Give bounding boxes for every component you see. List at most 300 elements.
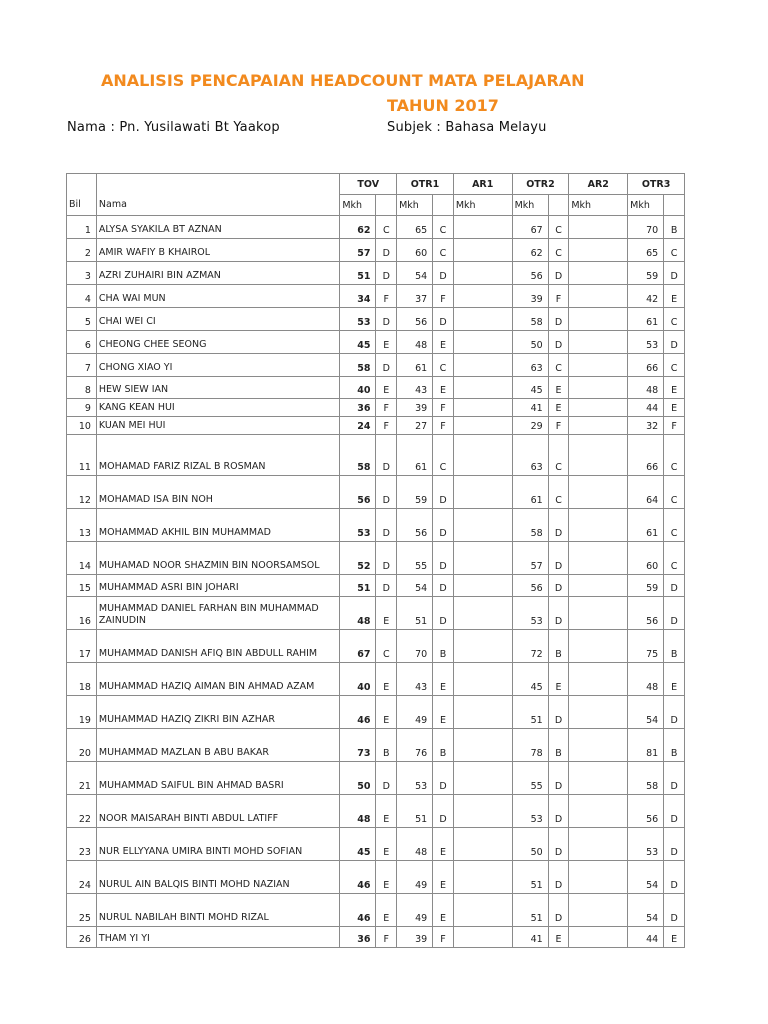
row-name: NURUL NABILAH BINTI MOHD RIZAL	[96, 894, 339, 927]
row-otr1-mark: 59	[397, 476, 433, 509]
row-otr2-mark: 45	[512, 663, 548, 696]
row-otr3-mark: 61	[628, 509, 664, 542]
row-bil: 18	[67, 663, 97, 696]
row-tov-grade: C	[376, 630, 397, 663]
row-otr3-grade: B	[664, 729, 685, 762]
row-otr2-mark: 51	[512, 861, 548, 894]
row-bil: 19	[67, 696, 97, 729]
row-otr3-mark: 48	[628, 663, 664, 696]
row-otr1-grade: E	[433, 861, 454, 894]
row-bil: 9	[67, 399, 97, 417]
row-otr1-grade: E	[433, 663, 454, 696]
row-otr2-mark: 56	[512, 575, 548, 597]
row-tov-mark: 73	[340, 729, 376, 762]
row-tov-mark: 58	[340, 354, 376, 377]
row-name: KANG KEAN HUI	[96, 399, 339, 417]
row-ar2	[569, 285, 628, 308]
row-otr2-mark: 50	[512, 828, 548, 861]
row-otr1-mark: 37	[397, 285, 433, 308]
row-name: CHEONG CHEE SEONG	[96, 331, 339, 354]
row-otr2-grade: B	[548, 630, 569, 663]
row-otr1-mark: 51	[397, 597, 433, 630]
row-ar1	[453, 663, 512, 696]
row-name: NUR ELLYYANA UMIRA BINTI MOHD SOFIAN	[96, 828, 339, 861]
row-otr3-mark: 64	[628, 476, 664, 509]
row-bil: 6	[67, 331, 97, 354]
col-otr2-mkh: Mkh	[512, 195, 548, 216]
table-row	[67, 354, 685, 377]
row-ar1	[453, 262, 512, 285]
row-otr1-mark: 43	[397, 663, 433, 696]
row-otr3-grade: E	[664, 399, 685, 417]
row-otr3-grade: E	[664, 927, 685, 948]
row-tov-mark: 24	[340, 417, 376, 435]
row-ar1	[453, 285, 512, 308]
row-tov-grade: D	[376, 354, 397, 377]
row-otr2-mark: 61	[512, 476, 548, 509]
row-name: CHAI WEI CI	[96, 308, 339, 331]
row-otr3-mark: 70	[628, 216, 664, 239]
row-otr3-grade: C	[664, 435, 685, 476]
row-ar2	[569, 927, 628, 948]
row-tov-mark: 46	[340, 894, 376, 927]
row-tov-grade: D	[376, 509, 397, 542]
row-ar1	[453, 696, 512, 729]
row-tov-mark: 57	[340, 239, 376, 262]
row-ar1	[453, 331, 512, 354]
row-otr3-grade: C	[664, 476, 685, 509]
row-otr2-mark: 29	[512, 417, 548, 435]
row-otr2-grade: C	[548, 216, 569, 239]
row-otr1-grade: D	[433, 308, 454, 331]
table-row	[67, 377, 685, 399]
row-ar2	[569, 377, 628, 399]
row-otr1-grade: E	[433, 377, 454, 399]
row-ar1	[453, 308, 512, 331]
table-row	[67, 285, 685, 308]
row-ar2	[569, 239, 628, 262]
row-otr1-grade: D	[433, 575, 454, 597]
row-tov-mark: 45	[340, 331, 376, 354]
row-tov-mark: 46	[340, 861, 376, 894]
row-ar1	[453, 354, 512, 377]
table-row	[67, 894, 685, 927]
row-otr1-grade: D	[433, 542, 454, 575]
table-row	[67, 630, 685, 663]
row-ar2	[569, 663, 628, 696]
row-otr1-mark: 49	[397, 861, 433, 894]
row-otr3-grade: D	[664, 597, 685, 630]
row-otr1-mark: 61	[397, 354, 433, 377]
row-otr2-mark: 78	[512, 729, 548, 762]
col-ar1-mkh: Mkh	[453, 195, 512, 216]
row-otr2-grade: D	[548, 696, 569, 729]
row-tov-grade: E	[376, 795, 397, 828]
row-name: MUHAMMAD HAZIQ AIMAN BIN AHMAD AZAM	[96, 663, 339, 696]
row-bil: 17	[67, 630, 97, 663]
row-tov-grade: E	[376, 331, 397, 354]
subject-name: Subjek : Bahasa Melayu	[387, 120, 547, 135]
row-otr3-grade: D	[664, 828, 685, 861]
row-otr1-grade: F	[433, 927, 454, 948]
row-ar1	[453, 435, 512, 476]
row-otr2-mark: 67	[512, 216, 548, 239]
row-bil: 22	[67, 795, 97, 828]
col-otr2: OTR2	[512, 174, 569, 195]
row-otr1-grade: C	[433, 354, 454, 377]
row-otr2-grade: D	[548, 308, 569, 331]
row-tov-mark: 53	[340, 308, 376, 331]
table-row	[67, 762, 685, 795]
row-tov-mark: 34	[340, 285, 376, 308]
row-otr2-mark: 41	[512, 927, 548, 948]
row-otr1-grade: E	[433, 894, 454, 927]
row-otr2-mark: 51	[512, 696, 548, 729]
row-otr2-grade: D	[548, 509, 569, 542]
row-otr1-grade: D	[433, 762, 454, 795]
row-tov-mark: 48	[340, 597, 376, 630]
row-otr3-mark: 59	[628, 575, 664, 597]
row-otr1-mark: 53	[397, 762, 433, 795]
row-ar1	[453, 542, 512, 575]
row-tov-mark: 40	[340, 663, 376, 696]
row-otr2-grade: D	[548, 795, 569, 828]
row-otr3-grade: C	[664, 239, 685, 262]
row-ar1	[453, 216, 512, 239]
row-otr3-mark: 61	[628, 308, 664, 331]
row-otr1-mark: 70	[397, 630, 433, 663]
row-name: ALYSA SYAKILA BT AZNAN	[96, 216, 339, 239]
row-bil: 23	[67, 828, 97, 861]
row-bil: 10	[67, 417, 97, 435]
row-tov-mark: 48	[340, 795, 376, 828]
row-otr3-grade: D	[664, 762, 685, 795]
row-tov-mark: 51	[340, 262, 376, 285]
table-row	[67, 542, 685, 575]
row-tov-mark: 46	[340, 696, 376, 729]
row-bil: 24	[67, 861, 97, 894]
row-otr2-grade: D	[548, 861, 569, 894]
row-otr2-mark: 63	[512, 435, 548, 476]
row-tov-grade: E	[376, 828, 397, 861]
row-otr3-mark: 58	[628, 762, 664, 795]
table-row	[67, 828, 685, 861]
row-otr1-mark: 55	[397, 542, 433, 575]
row-ar2	[569, 597, 628, 630]
row-ar2	[569, 828, 628, 861]
row-tov-grade: D	[376, 262, 397, 285]
row-bil: 12	[67, 476, 97, 509]
row-otr1-mark: 76	[397, 729, 433, 762]
row-otr2-mark: 55	[512, 762, 548, 795]
row-otr2-mark: 39	[512, 285, 548, 308]
row-tov-mark: 36	[340, 399, 376, 417]
row-tov-grade: E	[376, 894, 397, 927]
row-otr1-mark: 56	[397, 308, 433, 331]
row-tov-grade: D	[376, 435, 397, 476]
row-ar1	[453, 399, 512, 417]
row-otr2-grade: F	[548, 285, 569, 308]
row-name: THAM YI YI	[96, 927, 339, 948]
row-tov-grade: C	[376, 216, 397, 239]
row-otr2-grade: E	[548, 399, 569, 417]
table-row	[67, 795, 685, 828]
row-name: NURUL AIN BALQIS BINTI MOHD NAZIAN	[96, 861, 339, 894]
row-tov-grade: F	[376, 927, 397, 948]
row-ar2	[569, 216, 628, 239]
row-otr2-mark: 45	[512, 377, 548, 399]
row-tov-grade: D	[376, 308, 397, 331]
row-tov-mark: 45	[340, 828, 376, 861]
row-tov-mark: 67	[340, 630, 376, 663]
row-otr3-mark: 56	[628, 597, 664, 630]
row-ar1	[453, 894, 512, 927]
row-ar2	[569, 308, 628, 331]
table-row	[67, 575, 685, 597]
row-otr1-mark: 54	[397, 575, 433, 597]
row-otr1-mark: 56	[397, 509, 433, 542]
row-otr1-grade: F	[433, 417, 454, 435]
row-tov-grade: F	[376, 285, 397, 308]
row-otr1-grade: D	[433, 509, 454, 542]
row-otr1-mark: 48	[397, 828, 433, 861]
row-otr3-grade: E	[664, 285, 685, 308]
row-name: MOHAMAD FARIZ RIZAL B ROSMAN	[96, 435, 339, 476]
row-bil: 2	[67, 239, 97, 262]
row-name: AZRI ZUHAIRI BIN AZMAN	[96, 262, 339, 285]
row-otr1-grade: E	[433, 696, 454, 729]
row-tov-mark: 36	[340, 927, 376, 948]
row-otr2-grade: E	[548, 927, 569, 948]
table-row	[67, 476, 685, 509]
table-row	[67, 331, 685, 354]
row-otr3-grade: D	[664, 262, 685, 285]
row-otr2-grade: C	[548, 239, 569, 262]
row-bil: 1	[67, 216, 97, 239]
row-tov-grade: B	[376, 729, 397, 762]
row-otr3-mark: 54	[628, 696, 664, 729]
row-otr1-grade: E	[433, 331, 454, 354]
row-otr2-grade: D	[548, 762, 569, 795]
row-otr1-grade: D	[433, 262, 454, 285]
row-otr2-grade: B	[548, 729, 569, 762]
table-row	[67, 729, 685, 762]
col-otr1: OTR1	[397, 174, 454, 195]
row-name: MOHAMAD ISA BIN NOH	[96, 476, 339, 509]
row-otr2-grade: D	[548, 894, 569, 927]
row-bil: 16	[67, 597, 97, 630]
row-bil: 25	[67, 894, 97, 927]
row-otr3-grade: C	[664, 509, 685, 542]
col-tov-mkh: Mkh	[340, 195, 376, 216]
row-name: MUHAMMAD SAIFUL BIN AHMAD BASRI	[96, 762, 339, 795]
row-tov-mark: 53	[340, 509, 376, 542]
row-otr2-mark: 51	[512, 894, 548, 927]
row-bil: 21	[67, 762, 97, 795]
row-otr1-grade: D	[433, 597, 454, 630]
row-name: MOHAMMAD AKHIL BIN MUHAMMAD	[96, 509, 339, 542]
col-bil: Bil	[67, 195, 97, 216]
row-otr2-mark: 56	[512, 262, 548, 285]
row-otr3-grade: D	[664, 331, 685, 354]
row-otr1-mark: 65	[397, 216, 433, 239]
row-name: MUHAMMAD DANIEL FARHAN BIN MUHAMMAD ZAINUDIN	[96, 597, 339, 630]
row-otr3-mark: 32	[628, 417, 664, 435]
row-name: MUHAMMAD HAZIQ ZIKRI BIN AZHAR	[96, 696, 339, 729]
table-row	[67, 216, 685, 239]
row-bil: 15	[67, 575, 97, 597]
row-otr1-grade: D	[433, 795, 454, 828]
row-name: MUHAMMAD ASRI BIN JOHARI	[96, 575, 339, 597]
row-tov-grade: E	[376, 377, 397, 399]
row-otr3-mark: 44	[628, 927, 664, 948]
row-otr3-grade: E	[664, 663, 685, 696]
table-row	[67, 597, 685, 630]
row-ar2	[569, 509, 628, 542]
row-otr3-mark: 54	[628, 861, 664, 894]
row-otr1-mark: 39	[397, 927, 433, 948]
row-ar1	[453, 762, 512, 795]
row-otr2-grade: D	[548, 597, 569, 630]
row-ar2	[569, 417, 628, 435]
report-title: ANALISIS PENCAPAIAN HEADCOUNT MATA PELAJARAN	[101, 71, 585, 90]
row-otr1-mark: 51	[397, 795, 433, 828]
row-ar2	[569, 476, 628, 509]
row-otr1-mark: 48	[397, 331, 433, 354]
row-otr3-grade: F	[664, 417, 685, 435]
row-otr1-grade: C	[433, 239, 454, 262]
row-name: CHA WAI MUN	[96, 285, 339, 308]
row-ar1	[453, 476, 512, 509]
row-ar1	[453, 377, 512, 399]
row-tov-grade: D	[376, 762, 397, 795]
row-tov-grade: D	[376, 239, 397, 262]
row-ar1	[453, 509, 512, 542]
col-otr3-mkh: Mkh	[628, 195, 664, 216]
row-otr2-grade: C	[548, 476, 569, 509]
table-row	[67, 509, 685, 542]
row-otr2-grade: D	[548, 542, 569, 575]
row-otr3-grade: C	[664, 354, 685, 377]
row-name: MUHAMAD NOOR SHAZMIN BIN NOORSAMSOL	[96, 542, 339, 575]
row-otr2-grade: D	[548, 828, 569, 861]
row-otr3-grade: C	[664, 542, 685, 575]
row-tov-grade: E	[376, 696, 397, 729]
table-row	[67, 435, 685, 476]
row-ar1	[453, 927, 512, 948]
row-ar2	[569, 762, 628, 795]
row-tov-mark: 62	[340, 216, 376, 239]
row-otr2-mark: 53	[512, 597, 548, 630]
row-otr1-mark: 27	[397, 417, 433, 435]
row-otr3-grade: D	[664, 894, 685, 927]
row-ar2	[569, 262, 628, 285]
row-otr1-grade: C	[433, 435, 454, 476]
row-ar1	[453, 828, 512, 861]
row-otr2-mark: 63	[512, 354, 548, 377]
table-row	[67, 308, 685, 331]
row-name: HEW SIEW IAN	[96, 377, 339, 399]
row-ar1	[453, 729, 512, 762]
row-otr3-mark: 66	[628, 435, 664, 476]
row-name: KUAN MEI HUI	[96, 417, 339, 435]
row-bil: 4	[67, 285, 97, 308]
row-ar2	[569, 399, 628, 417]
row-name: MUHAMMAD MAZLAN B ABU BAKAR	[96, 729, 339, 762]
row-otr3-mark: 66	[628, 354, 664, 377]
row-otr3-mark: 53	[628, 331, 664, 354]
row-tov-mark: 58	[340, 435, 376, 476]
col-ar2: AR2	[569, 174, 628, 195]
row-otr1-grade: B	[433, 729, 454, 762]
table-row	[67, 861, 685, 894]
row-name: MUHAMMAD DANISH AFIQ BIN ABDULL RAHIM	[96, 630, 339, 663]
row-otr2-grade: F	[548, 417, 569, 435]
row-otr1-mark: 60	[397, 239, 433, 262]
row-tov-grade: D	[376, 575, 397, 597]
row-ar1	[453, 630, 512, 663]
row-otr2-grade: E	[548, 377, 569, 399]
col-nama: Nama	[96, 195, 339, 216]
row-otr1-mark: 39	[397, 399, 433, 417]
row-otr3-grade: D	[664, 861, 685, 894]
row-otr3-grade: B	[664, 630, 685, 663]
row-otr2-grade: D	[548, 262, 569, 285]
col-otr1-mkh: Mkh	[397, 195, 433, 216]
row-bil: 7	[67, 354, 97, 377]
row-ar1	[453, 575, 512, 597]
row-tov-mark: 51	[340, 575, 376, 597]
row-otr1-grade: F	[433, 285, 454, 308]
report-year: TAHUN 2017	[387, 96, 499, 115]
row-ar2	[569, 575, 628, 597]
row-bil: 14	[67, 542, 97, 575]
row-otr3-grade: D	[664, 575, 685, 597]
headcount-table	[66, 173, 685, 948]
row-otr1-grade: D	[433, 476, 454, 509]
row-ar2	[569, 630, 628, 663]
row-otr1-mark: 49	[397, 894, 433, 927]
row-otr3-mark: 75	[628, 630, 664, 663]
row-otr1-grade: C	[433, 216, 454, 239]
row-ar2	[569, 435, 628, 476]
col-ar2-mkh: Mkh	[569, 195, 628, 216]
row-otr1-grade: F	[433, 399, 454, 417]
row-otr2-mark: 62	[512, 239, 548, 262]
row-otr3-mark: 65	[628, 239, 664, 262]
row-otr2-grade: C	[548, 435, 569, 476]
row-tov-grade: E	[376, 861, 397, 894]
row-otr3-grade: D	[664, 795, 685, 828]
row-otr1-mark: 61	[397, 435, 433, 476]
row-tov-grade: F	[376, 417, 397, 435]
row-tov-grade: D	[376, 542, 397, 575]
row-otr2-grade: D	[548, 331, 569, 354]
row-otr3-grade: D	[664, 696, 685, 729]
row-otr3-grade: E	[664, 377, 685, 399]
row-otr1-mark: 43	[397, 377, 433, 399]
row-otr2-grade: C	[548, 354, 569, 377]
row-bil: 8	[67, 377, 97, 399]
row-tov-grade: E	[376, 663, 397, 696]
row-otr1-grade: B	[433, 630, 454, 663]
row-otr2-mark: 50	[512, 331, 548, 354]
row-ar1	[453, 417, 512, 435]
row-otr1-mark: 54	[397, 262, 433, 285]
col-tov: TOV	[340, 174, 397, 195]
row-otr3-grade: C	[664, 308, 685, 331]
row-ar2	[569, 861, 628, 894]
